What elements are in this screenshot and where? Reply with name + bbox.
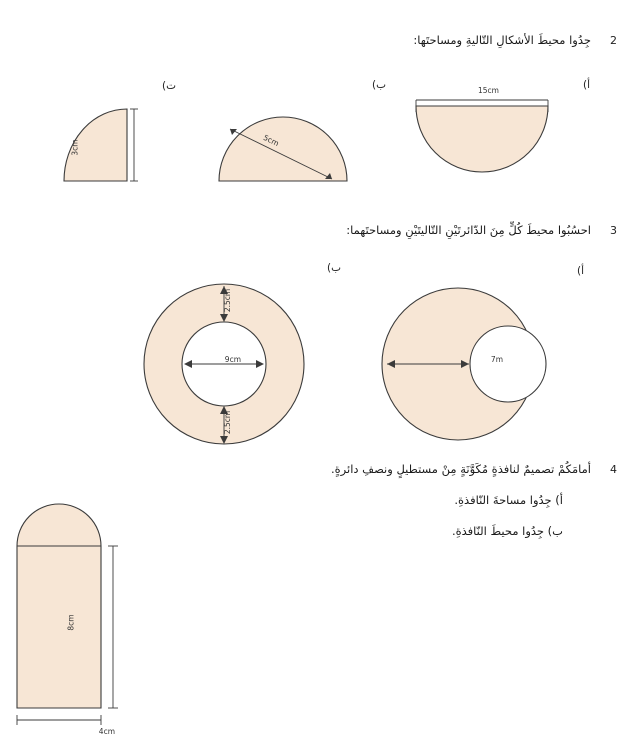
dimension-window-height-8cm: 8cm: [66, 614, 76, 631]
question-4-text: أمامَكُمْ تصميمٌ لنافذةٍ مُكَوَّنَةٍ مِنْ مستطيلٍ ونصفِ دائرةٍ.: [330, 462, 591, 476]
dimension-5cm: 5cm: [261, 132, 281, 149]
question-4-item-a: أ) جِدُوا مساحةَ النّافذةِ.: [454, 493, 563, 507]
dimension-inner-bottom-2-5cm: 2.5cm: [222, 410, 232, 435]
question-3-text: احسُبُوا محيطَ كُلٍّ مِنَ الدّائرتَيْنِ التّاليتَيْنِ ومساحتَهما:: [346, 223, 591, 237]
question-3-part-b-label: ب): [327, 262, 341, 274]
dimension-7m: 7m: [490, 355, 503, 364]
figure-semicircle-down: [408, 92, 556, 184]
question-2-number: 2: [610, 34, 617, 47]
figure-circle-offset-hole: [373, 280, 553, 448]
dimension-15cm: 15cm: [478, 86, 499, 95]
dimension-inner-top-2-5cm: 2.5cm: [222, 288, 232, 313]
question-2-part-c-label: ت): [162, 80, 176, 92]
dimension-3cm: 3cm: [70, 139, 80, 156]
question-2-part-a-label: أ): [582, 79, 590, 91]
question-3-number: 3: [610, 224, 617, 237]
question-4-item-b: ب) جِدُوا محيطَ النّافذةِ.: [451, 524, 563, 538]
figure-quarter-circle: [54, 95, 144, 187]
dimension-window-width-4cm: 4cm: [98, 727, 115, 736]
dimension-inner-diameter-9cm: 9cm: [224, 355, 241, 364]
figure-semicircle-up: [212, 95, 354, 187]
question-3-part-a-label: أ): [576, 265, 584, 277]
question-2-text: جِدُوا محيطَ الأشكالِ التّاليةِ ومساحتَها:: [413, 33, 591, 47]
question-2-part-b-label: ب): [372, 79, 386, 91]
figure-window: [1, 462, 161, 730]
question-4-number: 4: [610, 463, 617, 476]
